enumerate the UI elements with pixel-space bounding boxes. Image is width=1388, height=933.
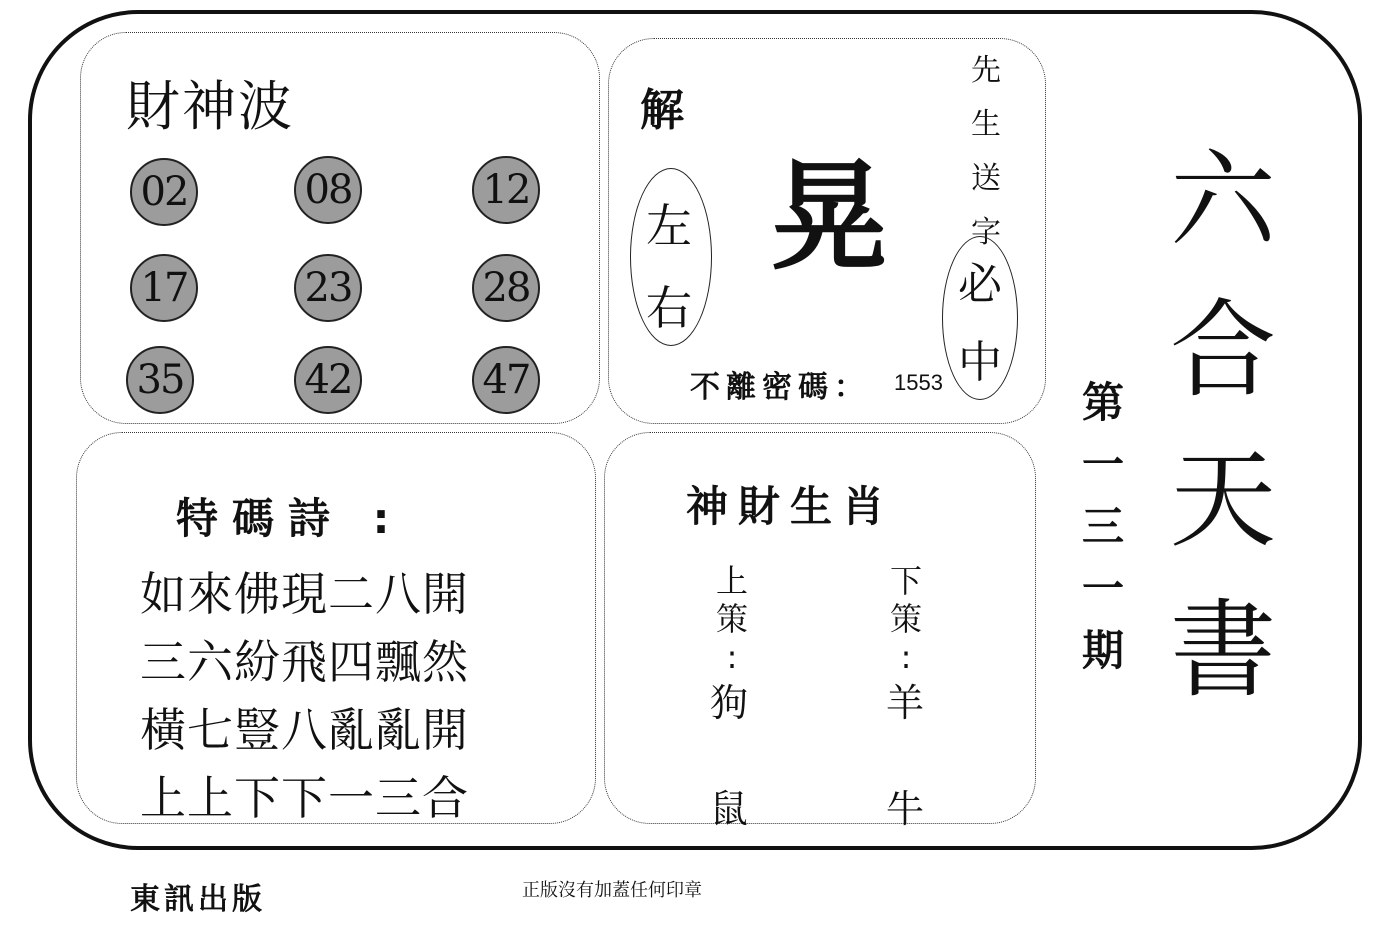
label-char: 上 (715, 562, 748, 600)
title-char: 書 (1170, 589, 1276, 712)
title-char: 合 (1170, 289, 1276, 412)
label-char: 策 (889, 600, 922, 638)
zodiac-animal: 羊 (886, 681, 925, 725)
code-value: 1553 (894, 370, 943, 395)
publisher-text: 東訊出版 (130, 882, 266, 917)
issue-char: 期 (1081, 626, 1124, 675)
issue-number (1078, 372, 1128, 682)
poem-title: 特碼詩 : (176, 494, 404, 543)
issue-char: 一 (1081, 440, 1124, 489)
wave-number-ball: 08 (294, 156, 362, 224)
zodiac-animal: 狗 (710, 681, 749, 725)
zodiac-animal: 牛 (886, 787, 925, 831)
wave-number-ball: 23 (294, 254, 362, 322)
issue-char: 第 (1081, 378, 1124, 427)
riddle-label: 解 (640, 85, 684, 136)
wave-number-ball: 42 (294, 346, 362, 414)
must-hit-char: 中 (958, 337, 1002, 388)
must-hit-char: 必 (958, 259, 1002, 310)
code-label: 不離密碼： (690, 370, 870, 405)
book-title (1168, 126, 1278, 726)
wave-number-ball: 02 (130, 158, 198, 226)
label-char: : (900, 638, 912, 676)
lower-strategy-label (886, 562, 926, 676)
wave-number-ball: 35 (126, 346, 194, 414)
issue-char: 三 (1081, 502, 1124, 551)
upper-strategy-label (712, 562, 752, 676)
poem-line: 橫七豎八亂亂開 (140, 703, 469, 757)
side-char: 先 (971, 53, 1001, 88)
side-char: 送 (971, 161, 1001, 196)
wave-number-ball: 28 (472, 254, 540, 322)
hint-char: 左 (646, 199, 692, 253)
zodiac-title: 神財生肖 (686, 482, 895, 531)
wave-number-ball: 12 (472, 156, 540, 224)
side-char: 生 (971, 107, 1001, 142)
issue-char: 一 (1081, 564, 1124, 613)
label-char: : (726, 638, 738, 676)
hint-char: 右 (646, 281, 692, 335)
side-char: 字 (971, 215, 1001, 250)
title-char: 六 (1170, 139, 1276, 262)
authenticity-notice: 正版沒有加蓋任何印章 (522, 880, 702, 901)
poem-line: 上上下下一三合 (140, 771, 469, 825)
wave-number-ball: 17 (130, 254, 198, 322)
riddle-side-text (966, 44, 1006, 260)
wealth-wave-title: 財神波 (126, 75, 294, 138)
label-char: 策 (715, 600, 748, 638)
wave-number-ball: 47 (472, 346, 540, 414)
riddle-answer-char: 晃 (770, 148, 889, 286)
label-char: 下 (889, 562, 922, 600)
zodiac-animal: 鼠 (710, 787, 749, 831)
poem-line: 三六紛飛四飄然 (140, 635, 469, 689)
poem-line: 如來佛現二八開 (140, 567, 469, 621)
title-char: 天 (1170, 439, 1276, 562)
